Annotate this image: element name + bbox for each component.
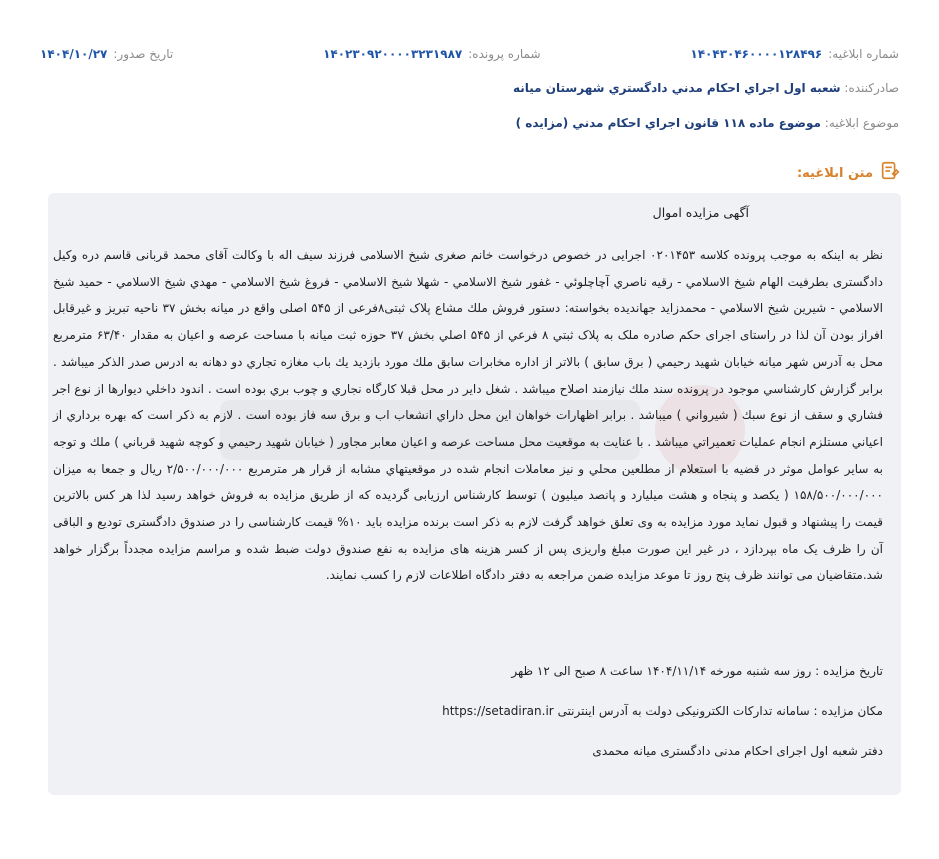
notice-text-title: متن ابلاغیه: [796,165,873,181]
auction-place-text: مکان مزایده : سامانه تدارکات الکترونیکی دولت به آدرس اینترنتی [557,704,883,718]
subject-value: موضوع ماده ۱۱۸ قانون اجراي احكام مدني (مزايده ) [515,116,821,130]
office-signature: دفتر شعبه اول اجرای احکام مدنی دادگستری میانه محمدی [592,744,883,758]
subject-label: موضوع ابلاغیه: [824,116,899,130]
subject-row [40,116,899,130]
auction-date: تاریخ مزایده : روز سه شنبه مورخه ۱۴۰۴/۱۱/۱۴ ساعت ۸ صبح الی ۱۲ ظهر [511,664,883,678]
notice-number-value: ۱۴۰۴۳۰۴۶۰۰۰۰۱۲۸۴۹۶ [690,47,823,61]
notice-meta-row [40,47,899,61]
issuer-value: شعبه اول اجراي احكام مدني دادگستري شهرستان ميانه [512,81,841,95]
notice-number-label: شماره ابلاغیه: [828,47,899,61]
auction-place [442,704,883,718]
file-number-label: شماره پرونده: [468,47,541,61]
notice-text-heading [797,160,901,186]
issue-date [40,47,173,61]
issuer-row [40,81,899,95]
notice-number [690,47,899,61]
issue-date-label: تاریخ صدور: [113,47,174,61]
file-number [323,47,540,61]
auction-place-url[interactable]: https://setadiran.ir [442,704,554,718]
file-number-value: ۱۴۰۲۳۰۹۲۰۰۰۰۳۲۳۱۹۸۷ [323,47,463,61]
issue-date-value: ۱۴۰۴/۱۰/۲۷ [40,47,108,61]
notice-title: آگهی مزایده اموال [652,205,749,220]
issuer-label: صادرکننده: [844,81,899,95]
notice-body: نظر به اینکه به موجب پرونده کلاسه ۰۲۰۱۴۵۳ اجرایی در خصوص درخواست خانم صغری شیخ الاسلامی فرزند سیف اله با وکالت آقای محمد قربانی قاسم دره وکیل دادگستری بطرفیت الهام شیخ الاسلامي - رقیه ناصري آچاچلوئي - غفور شيخ الاسلامي - شهلا شيخ الاسلامي - فروغ شيخ الاسلامي - مهدي شيخ الاسلامي - حميد شيخ الاسلامي - شيرين شيخ الاسلامي - محمدزايد جهانديده بخواسته: دستور فروش ملك مشاع پلاک ثبتی۸فرعی از ۵۴۵ اصلی واقع در میانه بخش ۳۷ ناحیه تبریز و غیرقابل افراز بودن آن لذا در راستای اجرای حکم صادره ملک به پلاک ثبتي ۸ فرعي از ۵۴۵ اصلي بخش ۳۷ حوزه ثبت میانه با مساحت عرصه و اعیان به مقدار ۶۳/۴۰ مترمربع محل به آدرس شهر میانه خیابان شهید رحیمي ( برق سابق ) بالاتر از اداره مخابرات سابق ملك مورد بازديد يك باب مغازه تجاري دو دهانه به ادرس صدر الذکر میباشد . برابر گزارش کارشناسي موجود در پرونده سند ملك نيازمند اصلاح ميباشد . شغل داير در محل قبلا كارگاه نجاري و چوب بري بوده است . اندود داخلي ديوارها از نوع اجر فشاري و سقف از نوع سبك ( شيرواني ) میباشد . برابر اظهارات خواهان این محل داراي انشعاب اب و برق سه فاز بوده است . لازم به ذكر است كه بهره برداري از اعياني مستلزم انجام عمليات تعميراتي ميباشد . با عنايت به موقعيت محل مساحت عرصه و اعيان معابر مجاور ( خيابان شهيد رحيمي و كوچه شهيد قرباني ) ملك و توجه به ساير عوامل موثر در قضيه با استعلام از مطلعين محلي و نيز معاملات انجام شده در موقعيتهاي مشابه از قرار هر مترمربع ۲/۵۰۰/۰۰۰/۰۰۰ ريال و جمعا به ميزان ۱۵۸/۵۰۰/۰۰۰/۰۰۰ ( يكصد و پنجاه و هشت ميليارد و پانصد ميليون ) توسط کارشناس ارزیابی گردیده که از طریق مزایده به فروش خواهد رسید لذا هر کس بالاترین قیمت را پیشنهاد و قبول نماید مورد مزایده به وی تعلق خواهد گرفت لازم به ذکر است برنده مزایده باید ۱۰% قیمت کارشناسی را در صندوق دادگستری تودیع و الباقی آن را ظرف یک ماه بپردازد ، در غیر این صورت مبلغ واریزی پس از کسر هزینه های مزایده به نفع صندوق دولت ضبط شده و مراسم مزایده مجدداً برگزار خواهد شد.متقاضیان می توانند ظرف پنج روز تا موعد مزایده ضمن مراجعه به دفتر دادگاه اطلاعات لازم را کسب نمایند. [53,248,884,583]
notice-document-icon [879,160,901,186]
